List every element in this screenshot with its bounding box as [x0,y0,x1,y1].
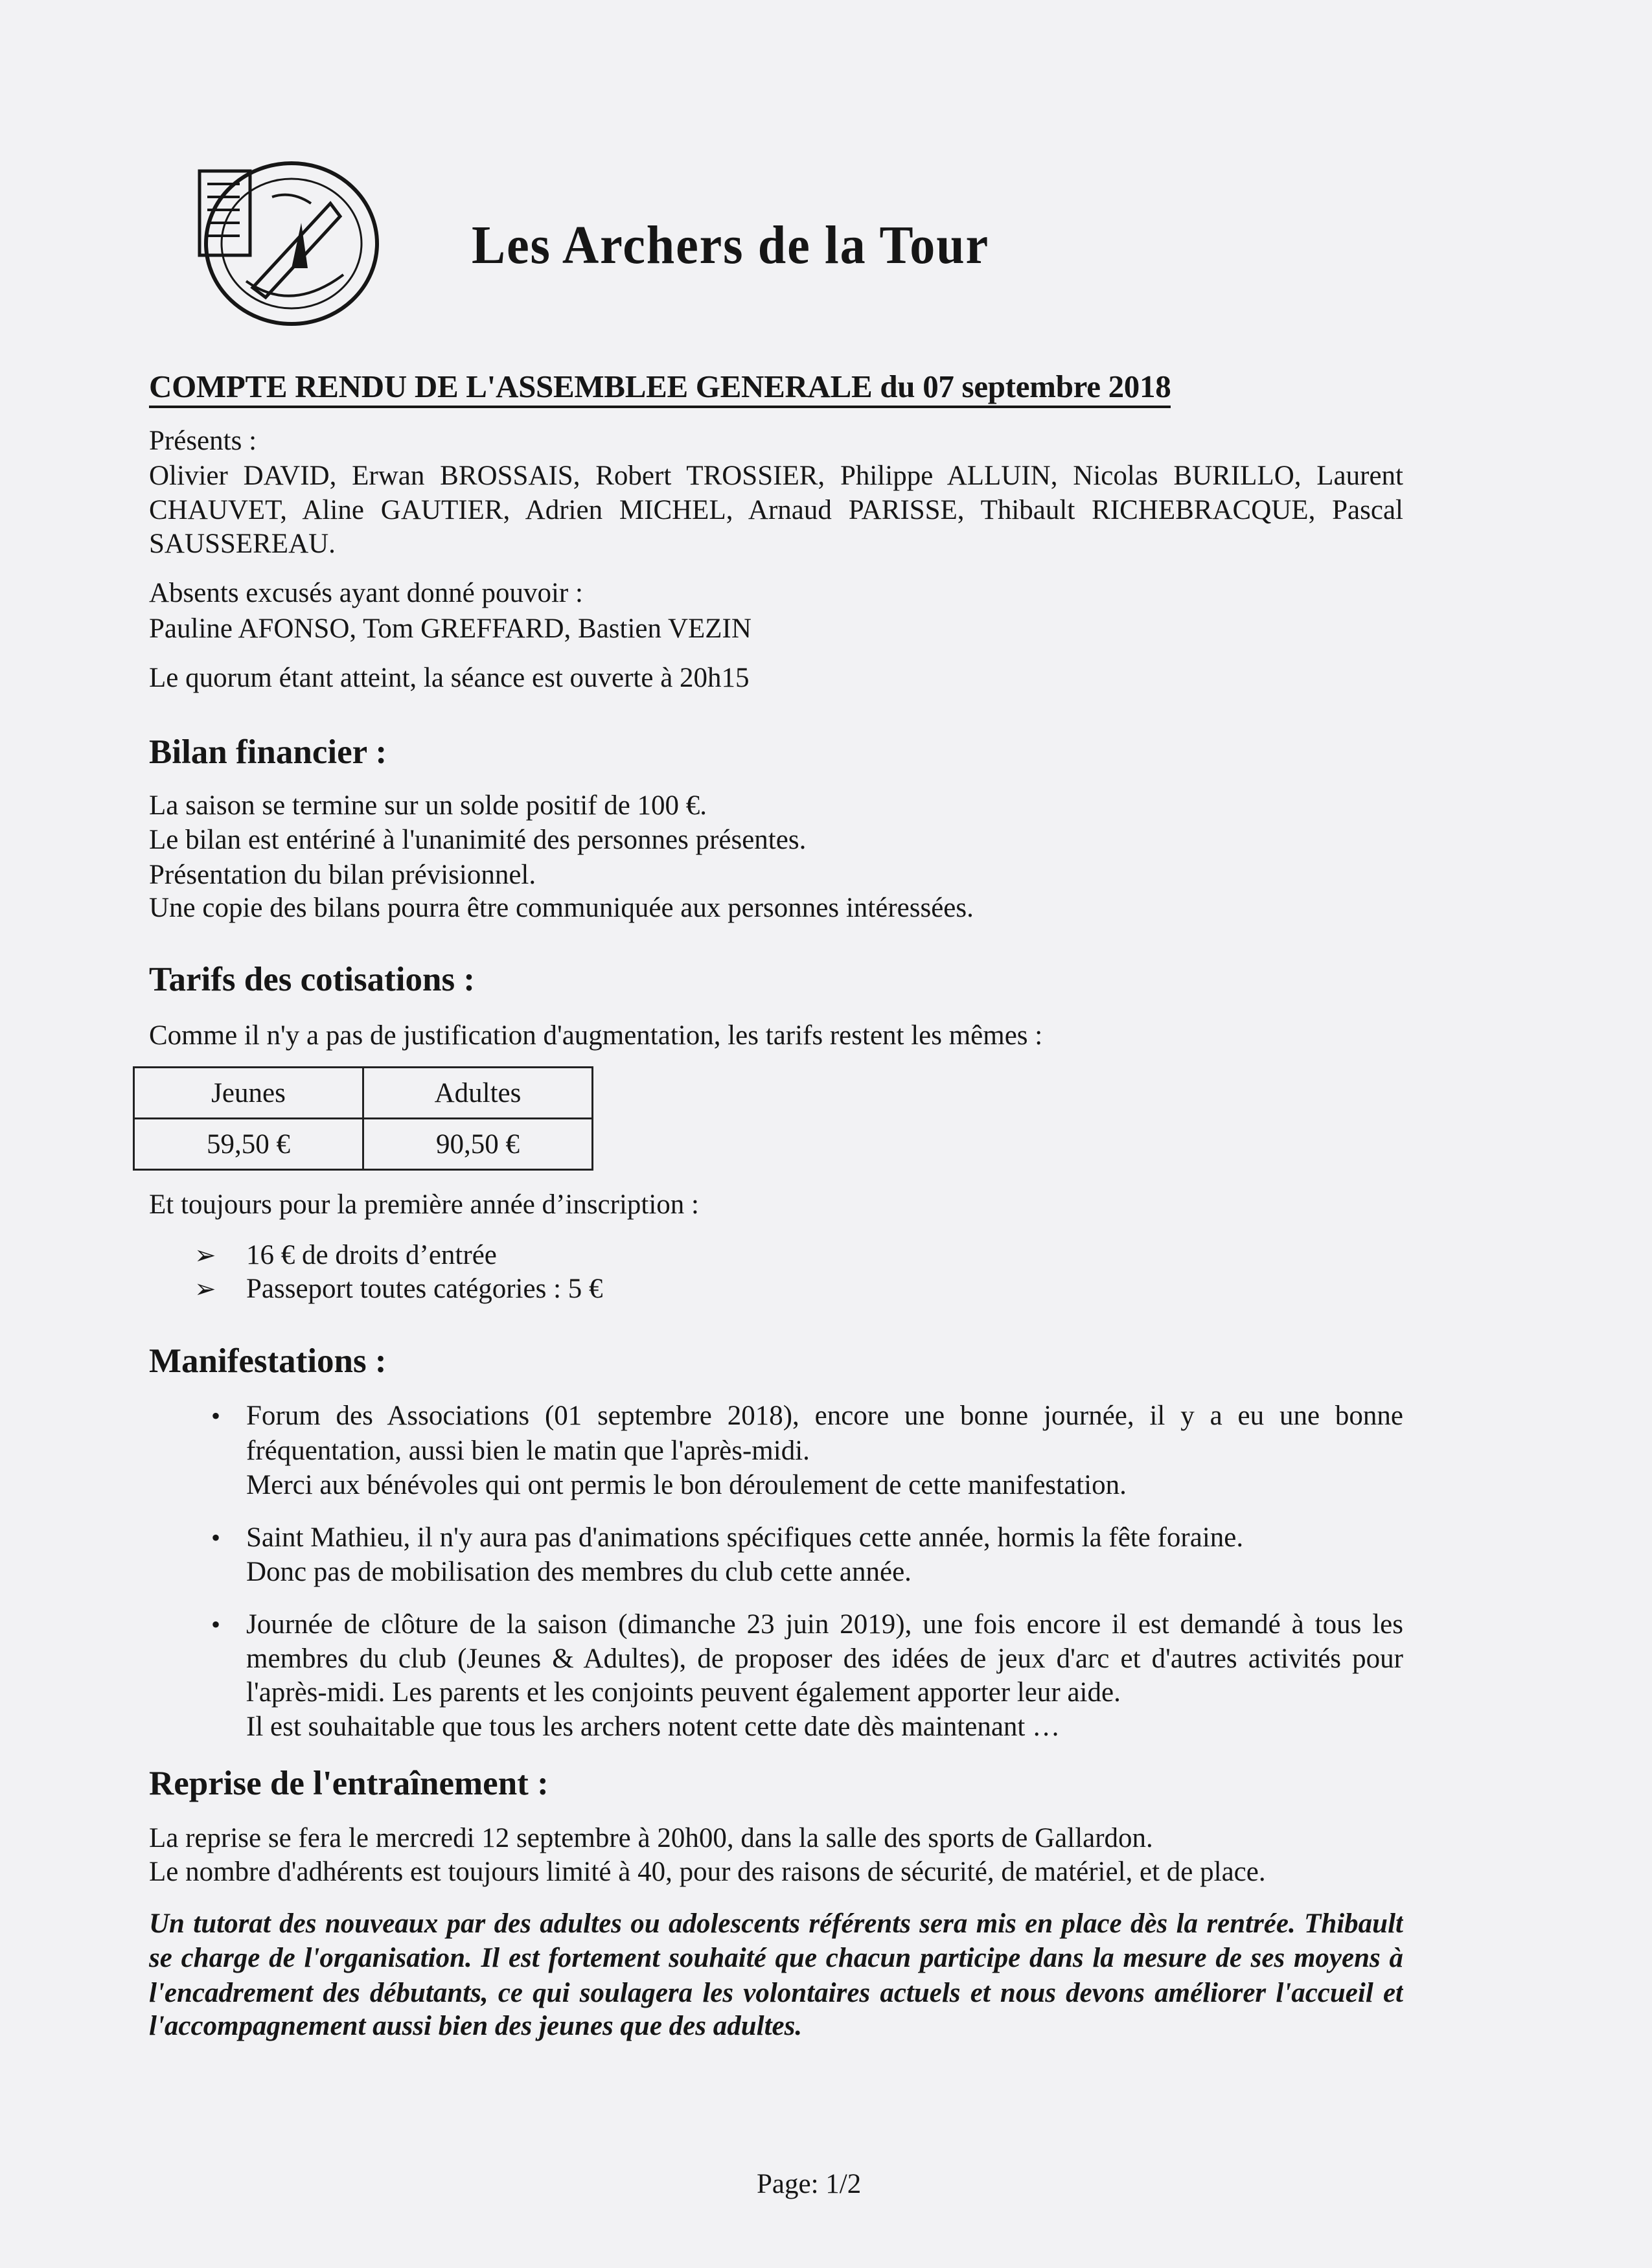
manifestation-line: fréquentation, aussi bien le matin que l'après-midi. [246,1436,810,1466]
bilan-line: Présentation du bilan prévisionnel. [149,860,536,890]
present-label: Présents : [149,426,257,456]
manifestation-line: Forum des Associations (01 septembre 2018), encore une bonne journée, il y a eu une bonne [246,1401,1403,1431]
reprise-heading: Reprise de l'entraînement : [149,1765,549,1802]
table-header-cell: Adultes [363,1068,593,1119]
tarifs-heading: Tarifs des cotisations : [149,961,476,998]
present-line: SAUSSEREAU. [149,529,336,559]
absent-names: Pauline AFONSO, Tom GREFFARD, Bastien VEZIN [149,613,751,644]
present-line: Olivier DAVID, Erwan BROSSAIS, Robert TROSSIER, Philippe ALLUIN, Nicolas BURILLO, Laurent [149,461,1403,491]
tutorat-note-line: l'accompagnement aussi bien des jeunes que des adultes. [149,2011,803,2041]
manifestations-heading: Manifestations : [149,1342,387,1380]
table-row [134,1119,593,1170]
present-line: CHAUVET, Aline GAUTIER, Adrien MICHEL, Arnaud PARISSE, Thibault RICHEBRACQUE, Pascal [149,495,1403,525]
bilan-heading: Bilan financier : [149,733,387,771]
table-cell: 59,50 € [134,1119,363,1170]
bilan-line: Le bilan est entériné à l'unanimité des personnes présentes. [149,825,807,855]
tarifs-intro: Comme il n'y a pas de justification d'augmentation, les tarifs restent les mêmes : [149,1020,1043,1051]
table-header-row [134,1068,593,1119]
bullet-icon: • [211,1401,221,1430]
absent-label: Absents excusés ayant donné pouvoir : [149,578,583,608]
club-seal-logo [194,158,382,328]
quorum-text: Le quorum étant atteint, la séance est ouverte à 20h15 [149,663,750,693]
tutorat-note-line: Un tutorat des nouveaux par des adultes ou adolescents référents sera mis en place dès la rentrée. Thibault [149,1908,1403,1939]
manifestation-line: l'après-midi. Les parents et les conjoints peuvent également apporter leur aide. [246,1677,1121,1708]
manifestation-line: Donc pas de mobilisation des membres du club cette année. [246,1557,912,1587]
manifestation-line: Merci aux bénévoles qui ont permis le bon déroulement de cette manifestation. [246,1470,1127,1500]
table-cell: 90,50 € [363,1119,593,1170]
arrow-bullet-icon: ➢ [194,1274,216,1303]
manifestation-line: Journée de clôture de la saison (dimanche 23 juin 2019), une fois encore il est demandé à tous les [246,1609,1403,1640]
manifestation-line: Il est souhaitable que tous les archers notent cette date dès maintenant … [246,1712,1061,1742]
tarifs-table [133,1066,593,1171]
bullet-icon: • [211,1523,221,1552]
page-number: Page: 1/2 [757,2169,862,2199]
first-year-label: Et toujours pour la première année d’inscription : [149,1189,699,1220]
table-header-cell: Jeunes [134,1068,363,1119]
manifestation-line: membres du club (Jeunes & Adultes), de proposer des idées de jeux d'arc et d'autres activités pour [246,1644,1403,1674]
tutorat-note-line: se charge de l'organisation. Il est fortement souhaité que chacun participe dans la mesure de ses moyens à [149,1943,1403,1973]
manifestation-line: Saint Mathieu, il n'y aura pas d'animations spécifiques cette année, hormis la fête foraine. [246,1522,1244,1553]
document-title: COMPTE RENDU DE L'ASSEMBLEE GENERALE du 07 septembre 2018 [149,368,1171,408]
bilan-line: La saison se termine sur un solde positif de 100 €. [149,790,707,821]
bullet-icon: • [211,1610,221,1639]
bilan-line: Une copie des bilans pourra être communiquée aux personnes intéressées. [149,893,974,923]
first-year-item: Passeport toutes catégories : 5 € [246,1274,603,1304]
arrow-bullet-icon: ➢ [194,1241,216,1270]
tutorat-note-line: l'encadrement des débutants, ce qui soulagera les volontaires actuels et nous devons améliorer l'accueil et [149,1978,1403,2008]
org-name-title: Les Archers de la Tour [472,215,990,275]
first-year-item: 16 € de droits d’entrée [246,1240,497,1270]
reprise-line: La reprise se fera le mercredi 12 septembre à 20h00, dans la salle des sports de Gallardon. [149,1823,1153,1853]
reprise-line: Le nombre d'adhérents est toujours limité à 40, pour des raisons de sécurité, de matériel, et de place. [149,1857,1266,1887]
